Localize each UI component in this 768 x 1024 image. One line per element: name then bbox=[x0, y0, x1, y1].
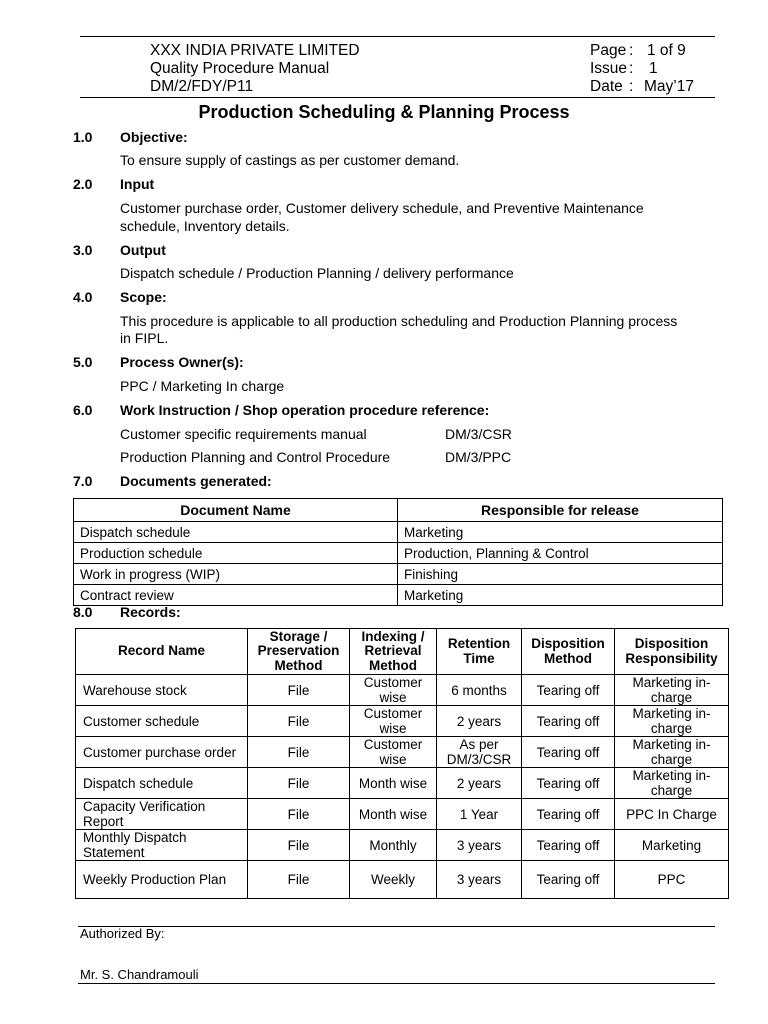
record-name-cell bbox=[76, 737, 248, 768]
page-number: 1 of 9 bbox=[647, 42, 686, 59]
section-number: 4.0 bbox=[73, 289, 93, 305]
column-header-disposition-method: Disposition Method bbox=[522, 629, 615, 675]
disposition-method-cell: Tearing off bbox=[522, 799, 615, 830]
authorized-by-label: Authorized By: bbox=[80, 926, 165, 941]
document-name-cell: Dispatch schedule bbox=[74, 522, 398, 543]
indexing-method-cell: Month wise bbox=[350, 799, 437, 830]
manual-name: Quality Procedure Manual bbox=[150, 60, 330, 77]
section-number: 8.0 bbox=[73, 604, 93, 620]
records-table bbox=[75, 628, 729, 899]
document-name-cell: Work in progress (WIP) bbox=[74, 564, 398, 585]
section-number: 3.0 bbox=[73, 242, 93, 258]
scope-text-line: This procedure is applicable to all production scheduling and Production Planning process bbox=[120, 313, 678, 329]
documents-table-header-row bbox=[74, 499, 723, 522]
disposition-responsibility-cell: Marketing in-charge bbox=[615, 737, 729, 768]
reference-name: Production Planning and Control Procedure bbox=[120, 449, 391, 465]
issue-separator: : bbox=[629, 60, 634, 77]
responsible-cell: Marketing bbox=[398, 522, 723, 543]
storage-method-cell: File bbox=[248, 737, 350, 768]
storage-method-cell: File bbox=[248, 830, 350, 861]
indexing-method-cell: Weekly bbox=[350, 861, 437, 899]
table-row bbox=[76, 830, 729, 861]
record-name-cell bbox=[76, 768, 248, 799]
reference-name: Customer specific requirements manual bbox=[120, 426, 367, 442]
column-header-disposition-responsibility: Disposition Responsibility bbox=[615, 629, 729, 675]
document-name-cell: Contract review bbox=[74, 585, 398, 606]
authorized-by-name: Mr. S. Chandramouli bbox=[80, 967, 199, 982]
indexing-method-cell: Customer wise bbox=[350, 706, 437, 737]
disposition-method-cell: Tearing off bbox=[522, 768, 615, 799]
table-row bbox=[74, 564, 723, 585]
disposition-responsibility-cell: Marketing in-charge bbox=[615, 706, 729, 737]
company-name: XXX INDIA PRIVATE LIMITED bbox=[150, 42, 360, 59]
page-separator: : bbox=[629, 42, 634, 59]
table-row bbox=[76, 706, 729, 737]
record-name-cell bbox=[76, 675, 248, 706]
input-text-line: schedule, Inventory details. bbox=[120, 218, 290, 234]
footer-bottom-rule bbox=[78, 983, 715, 984]
record-name-cell bbox=[76, 861, 248, 899]
issue-label: Issue bbox=[590, 60, 628, 77]
record-name: Capacity Verification Report bbox=[83, 799, 206, 829]
issue-number: 1 bbox=[649, 60, 658, 77]
indexing-method-cell: Customer wise bbox=[350, 675, 437, 706]
record-name: Warehouse stock bbox=[83, 682, 187, 698]
section-number: 6.0 bbox=[73, 402, 93, 418]
date-separator: : bbox=[629, 78, 634, 95]
reference-code: DM/3/CSR bbox=[445, 426, 512, 442]
responsible-cell: Marketing bbox=[398, 585, 723, 606]
section-heading-objective: Objective: bbox=[120, 129, 188, 145]
disposition-responsibility-cell: PPC In Charge bbox=[615, 799, 729, 830]
header-top-rule bbox=[80, 36, 715, 37]
disposition-responsibility-cell: PPC bbox=[615, 861, 729, 899]
section-number: 5.0 bbox=[73, 354, 93, 370]
record-name-cell bbox=[76, 830, 248, 861]
storage-method-cell: File bbox=[248, 675, 350, 706]
responsible-cell: Finishing bbox=[398, 564, 723, 585]
header-bottom-rule bbox=[80, 97, 715, 98]
storage-method-cell: File bbox=[248, 768, 350, 799]
input-text-line: Customer purchase order, Customer delivery schedule, and Preventive Maintenance bbox=[120, 200, 644, 216]
record-name: Customer purchase order bbox=[83, 744, 237, 760]
record-name-cell bbox=[76, 706, 248, 737]
column-header-indexing-method: Indexing / Retrieval Method bbox=[350, 629, 437, 675]
table-row bbox=[76, 799, 729, 830]
section-heading-documents-generated: Documents generated: bbox=[120, 473, 272, 489]
disposition-method-cell: Tearing off bbox=[522, 675, 615, 706]
process-owner-text: PPC / Marketing In charge bbox=[120, 378, 285, 394]
record-name: Monthly Dispatch Statement bbox=[83, 830, 187, 860]
objective-text: To ensure supply of castings as per customer demand. bbox=[120, 152, 460, 168]
section-heading-input: Input bbox=[120, 176, 155, 192]
retention-time-cell: 3 years bbox=[437, 861, 522, 899]
retention-time-cell: 2 years bbox=[437, 768, 522, 799]
indexing-method-cell: Month wise bbox=[350, 768, 437, 799]
disposition-method-cell: Tearing off bbox=[522, 706, 615, 737]
output-text: Dispatch schedule / Production Planning / delivery performance bbox=[120, 265, 514, 281]
date-value: May’17 bbox=[644, 78, 694, 95]
disposition-method-cell: Tearing off bbox=[522, 737, 615, 768]
record-name: Customer schedule bbox=[83, 713, 200, 729]
column-header-responsible-for-release: Responsible for release bbox=[398, 499, 723, 522]
retention-time-cell: 1 Year bbox=[437, 799, 522, 830]
retention-time-cell: 2 years bbox=[437, 706, 522, 737]
record-name-cell bbox=[76, 799, 248, 830]
retention-time-cell: As per DM/3/CSR bbox=[437, 737, 522, 768]
section-heading-work-instruction: Work Instruction / Shop operation procedure reference: bbox=[120, 402, 490, 418]
section-heading-process-owner: Process Owner(s): bbox=[120, 354, 244, 370]
reference-code: DM/3/PPC bbox=[445, 449, 512, 465]
table-row bbox=[74, 522, 723, 543]
table-row bbox=[76, 675, 729, 706]
column-header-record-name: Record Name bbox=[76, 629, 248, 675]
retention-time-cell: 3 years bbox=[437, 830, 522, 861]
column-header-document-name: Document Name bbox=[74, 499, 398, 522]
record-name: Dispatch schedule bbox=[83, 775, 194, 791]
table-row bbox=[76, 768, 729, 799]
retention-time-cell: 6 months bbox=[437, 675, 522, 706]
section-number: 1.0 bbox=[73, 129, 93, 145]
disposition-method-cell: Tearing off bbox=[522, 830, 615, 861]
disposition-responsibility-cell: Marketing in-charge bbox=[615, 675, 729, 706]
date-label: Date bbox=[590, 78, 623, 95]
section-number: 2.0 bbox=[73, 176, 93, 192]
footer-top-rule bbox=[78, 926, 715, 927]
section-heading-scope: Scope: bbox=[120, 289, 167, 305]
documents-table bbox=[73, 498, 723, 606]
records-table-header-row bbox=[76, 629, 729, 675]
table-row bbox=[76, 861, 729, 899]
table-row bbox=[76, 737, 729, 768]
column-header-storage-method: Storage / Preservation Method bbox=[248, 629, 350, 675]
scope-text-line: in FIPL. bbox=[120, 330, 169, 346]
disposition-method-cell: Tearing off bbox=[522, 861, 615, 899]
responsible-cell: Production, Planning & Control bbox=[398, 543, 723, 564]
document-name-cell: Production schedule bbox=[74, 543, 398, 564]
indexing-method-cell: Monthly bbox=[350, 830, 437, 861]
table-row bbox=[74, 543, 723, 564]
storage-method-cell: File bbox=[248, 799, 350, 830]
record-name: Weekly Production Plan bbox=[83, 872, 227, 887]
page-title: Production Scheduling & Planning Process bbox=[198, 102, 570, 122]
storage-method-cell: File bbox=[248, 861, 350, 899]
disposition-responsibility-cell: Marketing bbox=[615, 830, 729, 861]
section-heading-output: Output bbox=[120, 242, 166, 258]
disposition-responsibility-cell: Marketing in-charge bbox=[615, 768, 729, 799]
section-heading-records: Records: bbox=[120, 604, 181, 620]
storage-method-cell: File bbox=[248, 706, 350, 737]
section-number: 7.0 bbox=[73, 473, 93, 489]
page-label: Page bbox=[590, 42, 627, 59]
column-header-retention-time: Retention Time bbox=[437, 629, 522, 675]
indexing-method-cell: Customer wise bbox=[350, 737, 437, 768]
document-number: DM/2/FDY/P11 bbox=[150, 78, 254, 95]
